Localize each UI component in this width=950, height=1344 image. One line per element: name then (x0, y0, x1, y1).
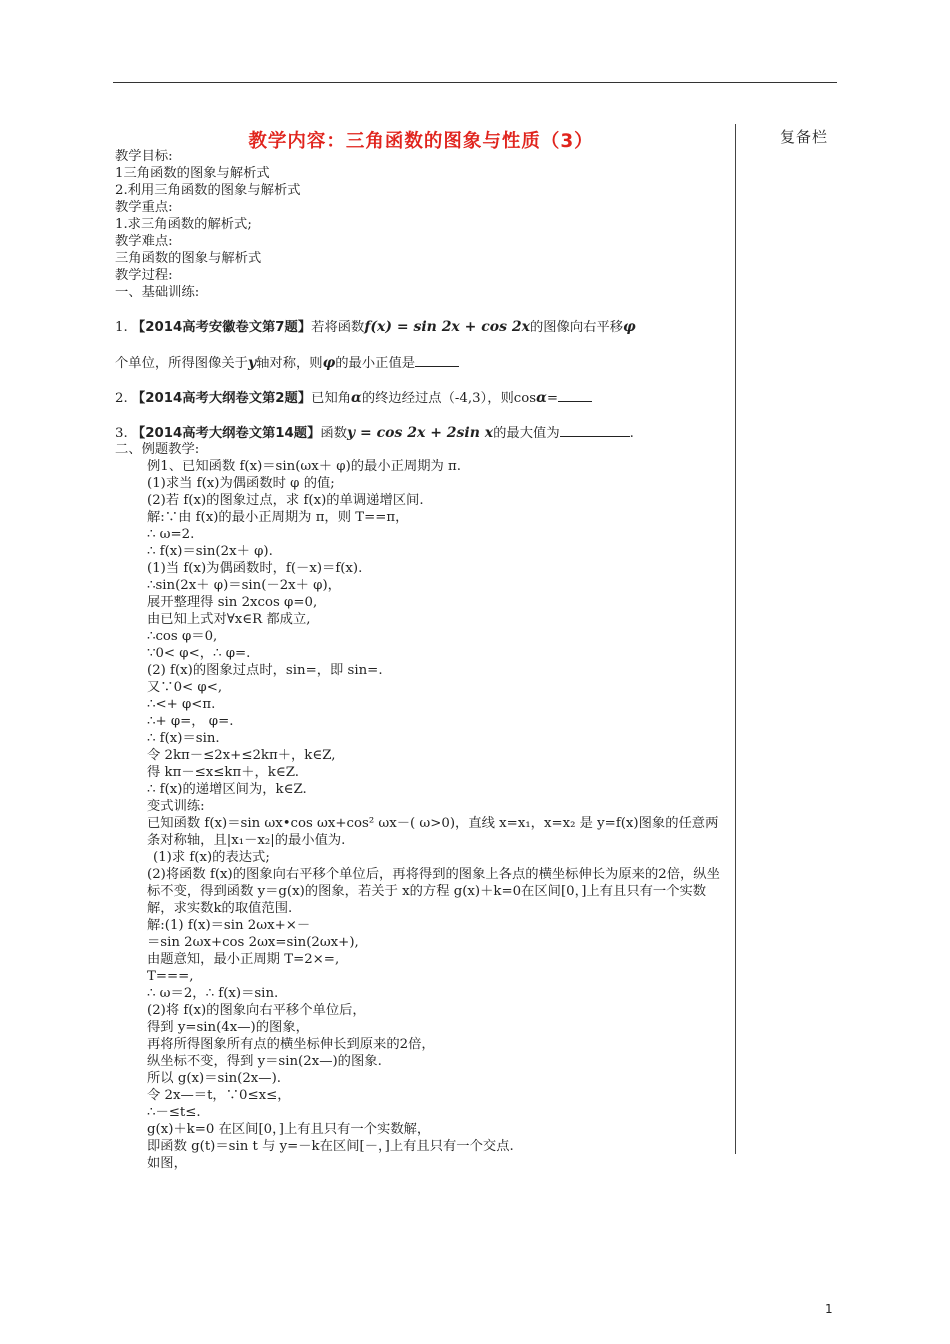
question-1-phi-2: φ (322, 355, 336, 371)
variant-subquestion-2: (2)将函数 f(x)的图象向右平移个单位后，再将得到的图象上各点的横坐标伸长为原来的2倍，纵坐标不变，得到函数 y＝g(x)的图象，若关于 x的方程 g(x)＋k=0在区间[0，]上有且只有一个实数解，求实数k的取值范围. (147, 867, 720, 916)
question-2-source: 【2014高考大纲卷文第2题】 (131, 391, 312, 406)
document-title: 教学内容：三角函数的图象与性质（3） (248, 131, 594, 152)
side-column-title: 复备栏 (780, 128, 829, 146)
example-line: (2) f(x)的图象过点时，sin=，即 sin=. (147, 663, 383, 678)
solution-line: ＝sin 2ωx+cos 2ωx=sin(2ωx+), (147, 935, 359, 950)
solution-line: 即函数 g(t)＝sin t 与 y=－k在区间[－，]上有且只有一个交点. (147, 1139, 514, 1154)
question-3-formula: y = cos 2x + 2sin x (347, 425, 494, 441)
example-line: ∴ f(x)＝sin(2x＋ φ). (147, 544, 273, 559)
question-1-text-a: 若将函数 (311, 320, 365, 335)
basic-training-heading: 一、基础训练: (115, 285, 200, 300)
question-1-formula: f(x) = sin 2x + cos 2x (364, 319, 530, 335)
example-line: ∴ f(x)的递增区间为，k∈Z. (147, 782, 307, 797)
objectives-heading: 教学目标: (115, 149, 173, 164)
example-line: ∴ ω=2. (147, 527, 195, 542)
question-2-text-b: 的终边经过点（-4,3），则cos (361, 391, 537, 406)
example-line: 由已知上式对∀x∈R 都成立, (147, 612, 311, 627)
question-2-alpha: α (351, 390, 362, 406)
difficulties-heading: 教学难点: (115, 234, 173, 249)
example-line: 展开整理得 sin 2xcos φ=0, (147, 595, 318, 610)
example-line: ∴<+ φ<π. (147, 697, 216, 712)
example-1-lines (115, 458, 727, 815)
example-line: (1)求当 f(x)为偶函数时 φ 的值; (147, 476, 335, 491)
difficulty-item-1: 三角函数的图象与解析式 (115, 251, 262, 266)
question-2-text-c: = (546, 391, 558, 406)
question-3-text-a: 函数 (320, 426, 347, 441)
main-content (115, 148, 727, 1172)
examples-heading: 二、例题教学: (115, 442, 200, 457)
variant-problem: 已知函数 f(x)＝sin ωx•cos ωx+cos² ωx－( ω>0)，直线 x=x₁，x=x₂ 是 y=f(x)图象的任意两条对称轴，且|x₁－x₂|的最小值为. (147, 816, 719, 848)
solution-line: 解:(1) f(x)＝sin 2ωx+×－ (147, 918, 311, 933)
solution-line: g(x)＋k=0 在区间[0，]上有且只有一个实数解， (147, 1122, 431, 1137)
example-line: 例1、已知函数 f(x)＝sin(ωx＋ φ)的最小正周期为 π. (147, 459, 462, 474)
column-divider (735, 124, 736, 1154)
question-3-source: 【2014高考大纲卷文第14题】 (131, 426, 321, 441)
variant-subquestion-1: (1)求 f(x)的表达式; (153, 850, 270, 865)
solution-line: 纵坐标不变，得到 y＝sin(2x—)的图象. (147, 1054, 382, 1069)
question-1-line-2 (115, 354, 727, 371)
example-line: (2)若 f(x)的图象过点，求 f(x)的单调递增区间. (147, 493, 424, 508)
example-line: 得 kπ－≤x≤kπ＋，k∈Z. (147, 765, 299, 780)
example-line: 变式训练: (147, 799, 205, 814)
solution-line: 令 2x—＝t，∵0≤x≤， (147, 1088, 291, 1103)
example-line: (1)当 f(x)为偶函数时，f(－x)＝f(x). (147, 561, 363, 576)
question-2-answer-blank[interactable] (558, 389, 592, 402)
objective-item-1: 1三角函数的图象与解析式 (115, 166, 270, 181)
question-2-number: 2. (115, 391, 128, 406)
solution-line: 所以 g(x)＝sin(2x—). (147, 1071, 282, 1086)
question-1-phi: φ (623, 319, 636, 335)
top-rule (113, 82, 837, 83)
question-1-number: 1. (115, 320, 128, 335)
solution-line: T===, (147, 969, 194, 984)
question-1-line2-a: 个单位，所得图像关于 (115, 356, 248, 371)
question-2-text-a: 已知角 (311, 391, 352, 406)
question-1-source: 【2014高考安徽卷文第7题】 (131, 320, 312, 335)
question-1-line2-b: 轴对称，则 (256, 356, 323, 371)
solution-line: 由题意知，最小正周期 T=2×=, (147, 952, 340, 967)
solution-line: 得到 y=sin(4x—)的图象， (147, 1020, 309, 1035)
question-1-y: y (247, 355, 257, 371)
solution-line: 再将所得图象所有点的横坐标伸长到原来的2倍， (147, 1037, 435, 1052)
question-1-line2-c: 的最小正值是 (335, 356, 416, 371)
example-line: 又∵0< φ<, (147, 680, 223, 695)
question-3-answer-blank[interactable] (560, 424, 630, 437)
question-1-line-1 (115, 319, 727, 336)
question-1-text-b: 的图像向右平移 (529, 320, 624, 335)
question-3-number: 3. (115, 426, 128, 441)
key-points-heading: 教学重点: (115, 200, 173, 215)
example-line: ∴sin(2x＋ φ)＝sin(－2x＋ φ)， (147, 578, 341, 593)
solution-line: ∴－≤t≤. (147, 1105, 201, 1120)
question-3-text-b: 的最大值为 (493, 426, 560, 441)
question-3-text-c: . (629, 426, 634, 441)
question-1-answer-blank[interactable] (415, 354, 459, 367)
solution-line: ∴ ω＝2，∴ f(x)＝sin. (147, 986, 279, 1001)
example-line: ∴cos φ＝0, (147, 629, 218, 644)
question-2 (115, 389, 727, 406)
example-line: ∴ f(x)＝sin. (147, 731, 220, 746)
example-line: 令 2kπ－≤2x+≤2kπ＋，k∈Z, (147, 748, 336, 763)
question-2-alpha-2: α (536, 390, 547, 406)
page-number: 1 (825, 1302, 833, 1316)
solution-line: (2)将 f(x)的图象向右平移个单位后， (147, 1003, 366, 1018)
process-heading: 教学过程: (115, 268, 173, 283)
variant-solution-lines (115, 917, 727, 1172)
objective-item-2: 2.利用三角函数的图象与解析式 (115, 183, 301, 198)
solution-line: 如图， (147, 1156, 187, 1171)
key-point-item-1: 1.求三角函数的解析式; (115, 217, 252, 232)
example-line: 解:∵由 f(x)的最小正周期为 π，则 T==π， (147, 510, 409, 525)
example-line: ∵0< φ<，∴ φ=. (147, 646, 251, 661)
question-3 (115, 424, 727, 441)
example-line: ∴+ φ=， φ=. (147, 714, 234, 729)
